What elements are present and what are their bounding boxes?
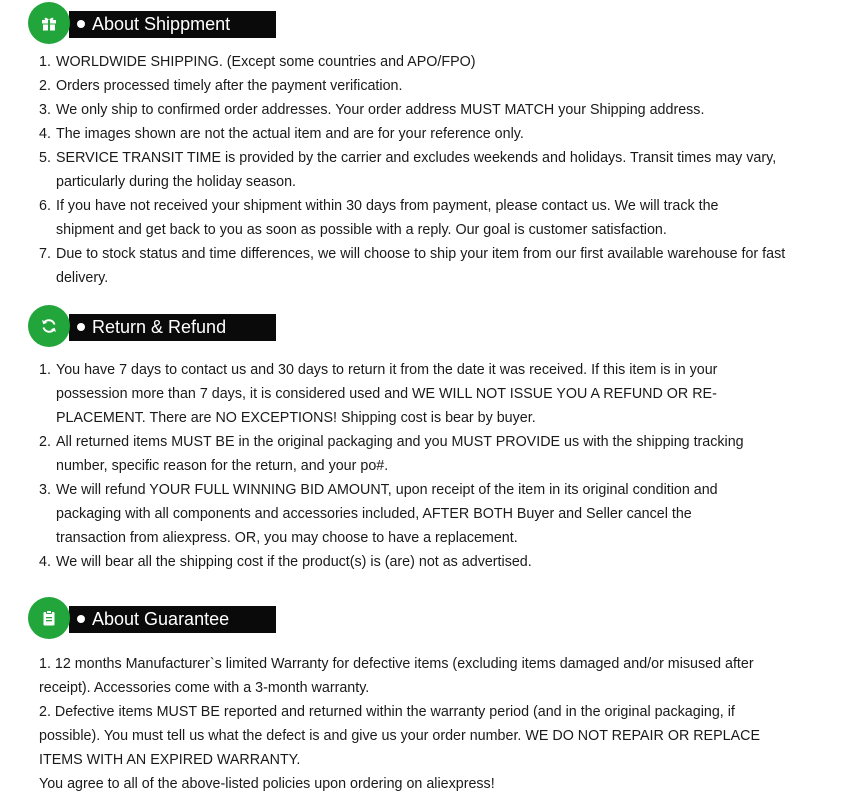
guarantee-section-title: About Guarantee [69,606,276,633]
guarantee-paragraph-2: 2. Defective items MUST BE reported and returned within the warranty period (and in the original packaging, if possible). You must tell us what the defect is and give us your order number. WE DO NOT REPAIR OR REPLACE ITEMS WITH AN EXPIRED WARRANTY. [39,704,760,768]
clipboard-icon [28,597,70,639]
shipping-section-title: About Shippment [69,11,276,38]
list-item: 3. We will refund YOUR FULL WINNING BID AMOUNT, upon receipt of the item in its original condition and packaging with all components and accessories included, AFTER BOTH Buyer and Seller cancel the transaction from aliexpress. OR, you may choose to have a replacement. [39,482,718,546]
shipping-list [39,50,799,290]
refund-section-title: Return & Refund [69,314,276,341]
list-item: 4. We will bear all the shipping cost if the product(s) is (are) not as advertised. [39,554,532,570]
list-item: 1. WORLDWIDE SHIPPING. (Except some countries and APO/FPO) [39,54,476,70]
gift-icon [28,2,70,44]
list-item: 5. SERVICE TRANSIT TIME is provided by the carrier and excludes weekends and holidays. Transit times may vary, particularly during the holiday season. [39,150,777,190]
guarantee-paragraph-3: You agree to all of the above-listed policies upon ordering on aliexpress! [39,776,495,792]
list-item: 2. Orders processed timely after the payment verification. [39,78,403,94]
guarantee-paragraph-1: 1. 12 months Manufacturer`s limited Warranty for defective items (excluding items damaged and/or misused after receipt). Accessories come with a 3-month warranty. [39,656,754,696]
refresh-icon [28,305,70,347]
list-item: 7. Due to stock status and time differences, we will choose to ship your item from our first available warehouse for fast delivery. [39,246,786,286]
refund-list [39,358,799,574]
list-item: 2. All returned items MUST BE in the original packaging and you MUST PROVIDE us with the shipping tracking number, specific reason for the return, and your po#. [39,434,744,474]
list-item: 3. We only ship to confirmed order addresses. Your order address MUST MATCH your Shipping address. [39,102,705,118]
list-item: 6. If you have not received your shipment within 30 days from payment, please contact us. We will track the shipment and get back to you as soon as possible with a reply. Our goal is customer satisfaction. [39,198,719,238]
list-item: 1. You have 7 days to contact us and 30 days to return it from the date it was received. If this item is in your possession more than 7 days, it is considered used and WE WILL NOT ISSUE YOU A REFUND OR RE-PLACEMENT. There are NO EXCEPTIONS! Shipping cost is bear by buyer. [39,362,718,426]
list-item: 4. The images shown are not the actual item and are for your reference only. [39,126,524,142]
